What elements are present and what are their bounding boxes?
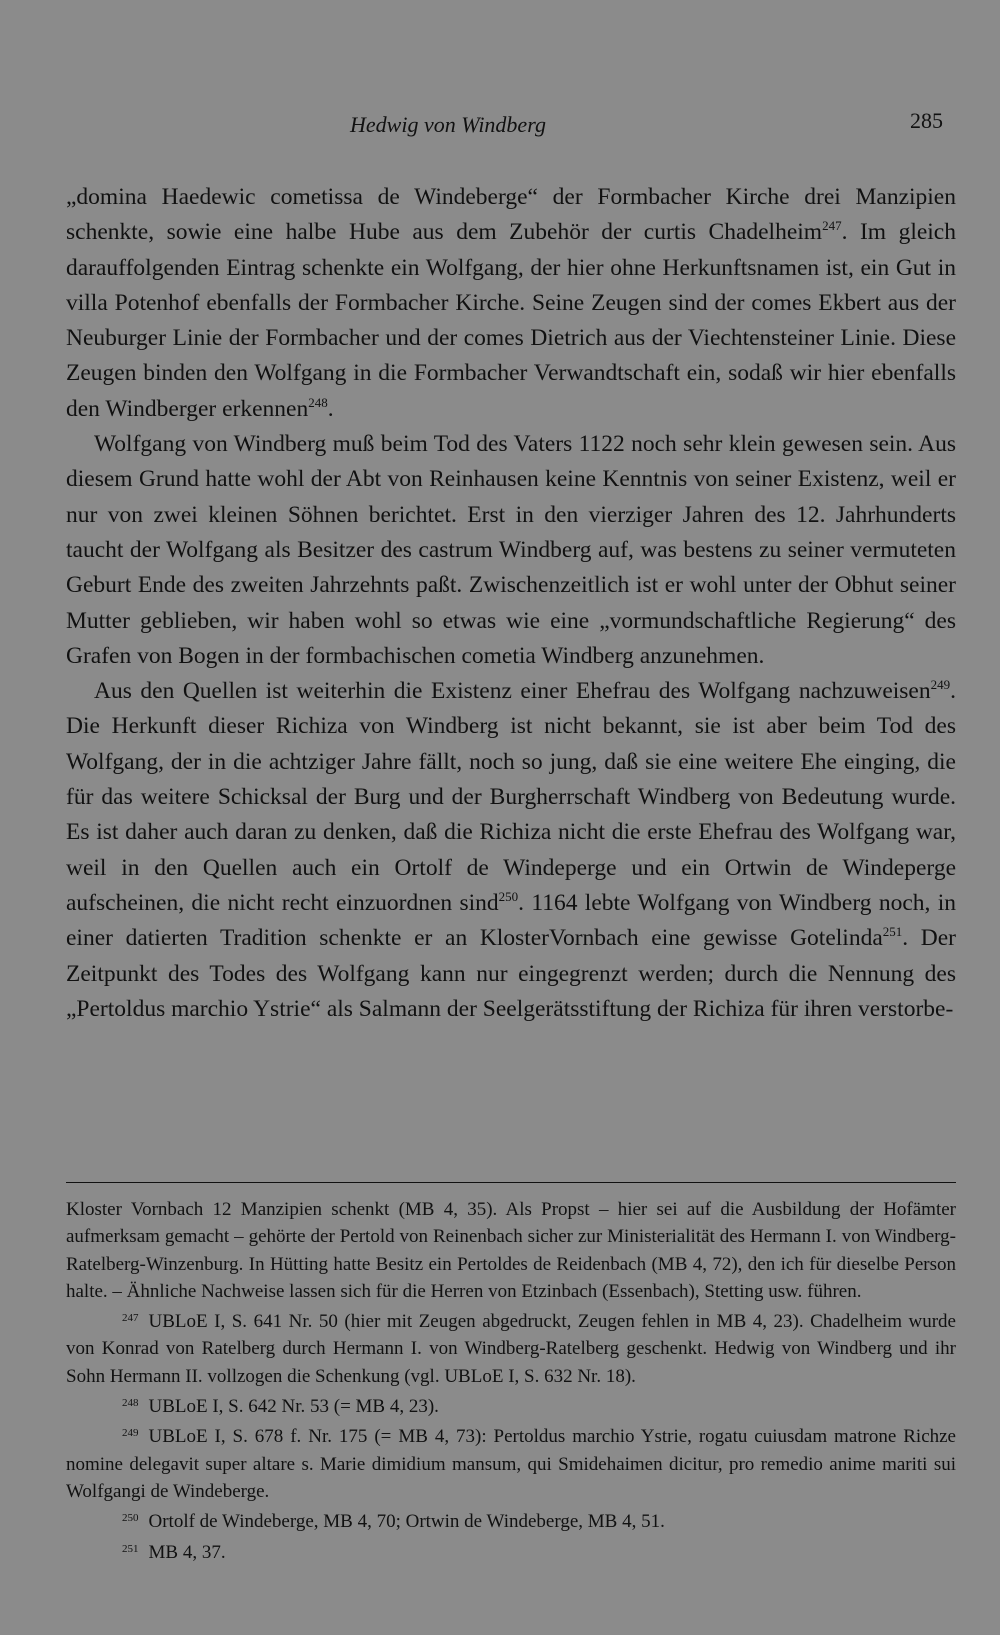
page-number: 285 <box>910 108 943 133</box>
paragraph-1-part-a: „domina Haedewic cometissa de Windeberge“ der Formbacher Kirche drei Manzipien schenkte, sowie eine halbe Hube aus dem Zubehör der curtis Chadelheim <box>66 184 956 246</box>
paragraph-3-part-b: . Die Herkunft dieser Richiza von Windberg ist nicht bekannt, sie ist aber beim Tod des Wolfgang, der in die achtziger Jahre fällt, noch so jung, daß sie eine weitere Ehe einging, die für das weitere Schicksal der Burg und der Burgherrschaft Windberg von Bedeutung wurde. Es ist daher auch daran zu denken, daß die Richiza nicht die erste Ehefrau des Wolfgang war, weil in den Quellen auch ein Ortolf de Windeperge und ein Ortwin de Windeperge aufscheinen, die nicht recht einzuordnen sind <box>66 678 956 916</box>
footnote-separator <box>66 1182 956 1183</box>
footnote-number: 248 <box>122 1397 139 1410</box>
footnote-ref-249: 249 <box>930 677 951 693</box>
paragraph-3 <box>66 674 956 1027</box>
footnote-ref-251: 251 <box>882 924 903 940</box>
footnote-number: 247 <box>122 1312 139 1325</box>
paragraph-1-part-b: . Im gleich darauffolgenden Eintrag schenkte ein Wolfgang, der hier ohne Herkunftsnamen ist, ein Gut in villa Potenhof ebenfalls der Formbacher Kirche. Seine Zeugen sind der comes Ekbert aus der Neuburger Linie der Formbacher und der comes Dietrich aus der Viechtensteiner Linie. Diese Zeugen binden den Wolfgang in die Formbacher Verwandtschaft ein, sodaß wir hier ebenfalls den Windberger erkennen <box>66 219 956 422</box>
footnote-number: 249 <box>122 1427 139 1440</box>
footnote-248 <box>66 1390 956 1420</box>
footnote-text: Ortolf de Windeberge, MB 4, 70; Ortwin de Windeberge, MB 4, 51. <box>148 1511 665 1533</box>
paragraph-2: Wolfgang von Windberg muß beim Tod des Vaters 1122 noch sehr klein gewesen sein. Aus diesem Grund hatte wohl der Abt von Reinhausen keine Kenntnis von seiner Existenz, weil er nur von zwei kleinen Söhnen berichtet. Erst in den vierziger Jahren des 12. Jahrhunderts taucht der Wolfgang als Besitzer des castrum Windberg auf, was bestens zu seiner vermuteten Geburt Ende des zweiten Jahrzehnts paßt. Zwischenzeitlich ist er wohl unter der Obhut seiner Mutter geblieben, wir haben wohl so etwas wie eine „vormundschaftliche Regierung“ des Grafen von Bogen in der formbachischen cometia Windberg anzunehmen. <box>66 431 956 669</box>
footnote-text: UBLoE I, S. 678 f. Nr. 175 (= MB 4, 73): Pertoldus marchio Ystrie, rogatu cuiusdam matrone Richze nomine delegavit super altare s. Marie dimidium mansum, qui Smidehaimen dicitur, pro remedio anime mariti sui Wolfgangi de Windeberge. <box>66 1426 956 1502</box>
footnote-251 <box>66 1536 956 1566</box>
footnote-247 <box>66 1305 956 1390</box>
footnote-number: 251 <box>122 1542 139 1555</box>
footnote-continuation: Kloster Vornbach 12 Manzipien schenkt (MB 4, 35). Als Propst – hier sei auf die Ausbildung der Hofämter aufmerksam gemacht – gehörte der Pertold von Reinenbach sicher zur Ministerialität des Hermann I. von Windberg-Ratelberg-Winzenburg. In Hütting hatte Besitz ein Pertoldes de Reidenbach (MB 4, 72), den ich für dieselbe Person halte. – Ähnliche Nachweise lassen sich für die Herren von Etzinbach (Essenbach), Stetting usw. führen. <box>66 1199 956 1302</box>
footnotes <box>66 1196 956 1566</box>
paragraph-3-part-d: . Der Zeitpunkt des Todes des Wolfgang kann nur eingegrenzt werden; durch die Nennung des „Pertoldus marchio Ystrie“ als Salmann der Seelgerätsstiftung der Richiza für ihren verstorbe- <box>66 925 956 1022</box>
footnote-ref-250: 250 <box>498 889 519 905</box>
running-head <box>0 100 1000 140</box>
paragraph-1 <box>66 180 956 427</box>
footnote-249 <box>66 1420 956 1505</box>
footnote-250 <box>66 1505 956 1535</box>
footnote-number: 250 <box>122 1512 139 1525</box>
main-text <box>66 180 956 1027</box>
paragraph-3-part-c: . 1164 lebte Wolfgang von Windberg noch, in einer datierten Tradition schenkte er an KlosterVornbach eine gewisse Gotelinda <box>66 889 956 952</box>
footnote-text: UBLoE I, S. 642 Nr. 53 (= MB 4, 23). <box>148 1396 439 1418</box>
footnote-text: UBLoE I, S. 641 Nr. 50 (hier mit Zeugen abgedruckt, Zeugen fehlen in MB 4, 23). Chadelheim wurde von Konrad von Ratelberg durch Hermann I. von Windberg-Ratelberg geschenkt. Hedwig von Windberg und ihr Sohn Hermann II. vollzogen die Schenkung (vgl. UBLoE I, S. 632 Nr. 18). <box>66 1311 956 1387</box>
running-title: Hedwig von Windberg <box>350 112 546 137</box>
paragraph-1-part-c: . <box>327 395 334 422</box>
paragraph-3-part-a: Aus den Quellen ist weiterhin die Existenz einer Ehefrau des Wolfgang nachzuweisen <box>94 678 931 705</box>
footnote-ref-247: 247 <box>822 218 842 234</box>
footnote-text: MB 4, 37. <box>148 1541 226 1563</box>
footnote-ref-248: 248 <box>308 394 328 410</box>
